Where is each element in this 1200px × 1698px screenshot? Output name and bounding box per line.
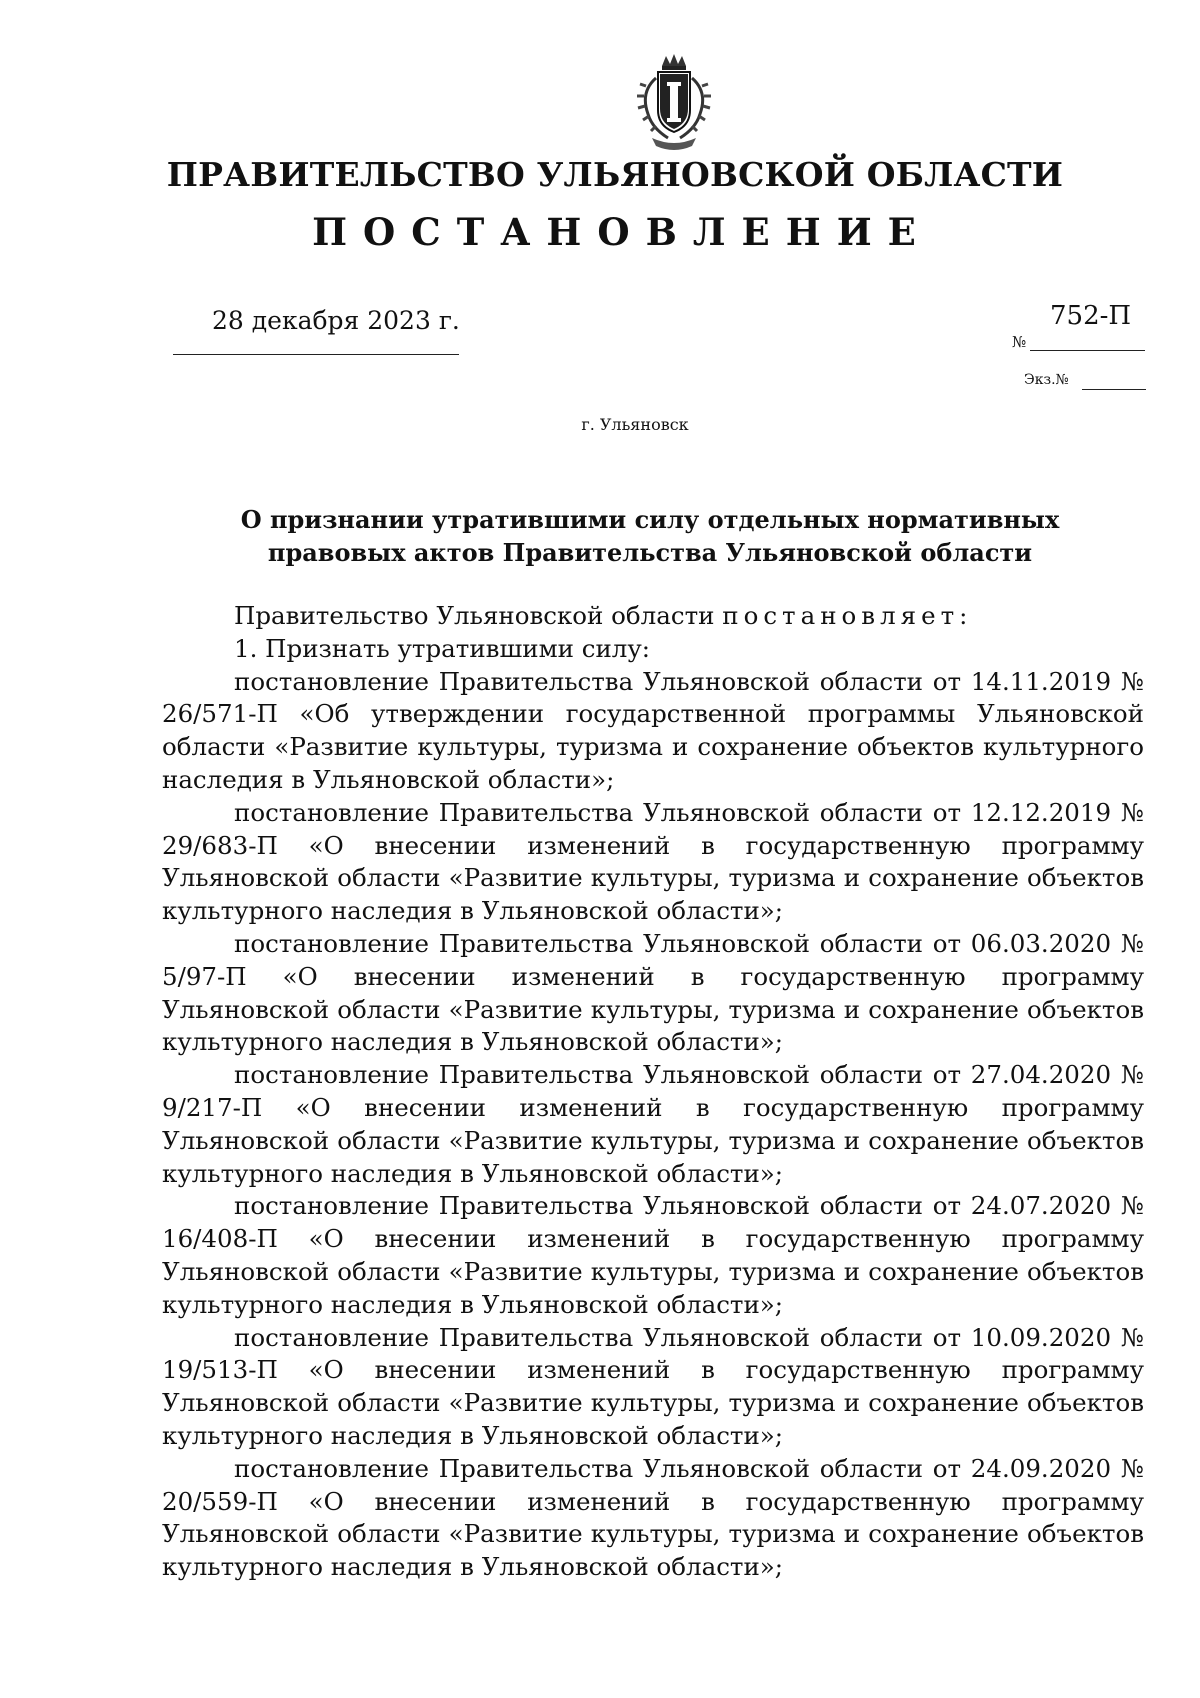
document-title xyxy=(230,503,1070,569)
intro-paragraph xyxy=(162,600,1144,633)
copy-number-underline xyxy=(1082,389,1146,390)
decree-paragraph: постановление Правительства Ульяновской области от 24.09.2020 № 20/559-П «О внесении изменений в государственную программу Ульяновской области «Развитие культуры, туризма и сохранение объектов культурного наследия в Ульяновской области»; xyxy=(162,1453,1144,1582)
decree-paragraph: постановление Правительства Ульяновской области от 06.03.2020 № 5/97-П «О внесении изменений в государственную программу Ульяновской области «Развитие культуры, туризма и сохранение объектов культурного наследия в Ульяновской области»; xyxy=(162,928,1144,1057)
title-line-2: правовых актов Правительства Ульяновской области xyxy=(267,538,1033,567)
decree-paragraph: постановление Правительства Ульяновской области от 24.07.2020 № 16/408-П «О внесении изменений в государственную программу Ульяновской области «Развитие культуры, туризма и сохранение объектов культурного наследия в Ульяновской области»; xyxy=(162,1191,1144,1319)
document-type: ПОСТАНОВЛЕНИЕ xyxy=(312,210,932,254)
decree-paragraph: постановление Правительства Ульяновской области от 12.12.2019 № 29/683-П «О внесении изменений в государственную программу Ульяновской области «Развитие культуры, туризма и сохранение объектов культурного наследия в Ульяновской области»; xyxy=(162,797,1144,926)
intro-prefix: Правительство Ульяновской области xyxy=(234,601,723,630)
title-line-1: О признании утратившими силу отдельных нормативных xyxy=(240,505,1060,534)
city: г. Ульяновск xyxy=(581,415,689,434)
intro-verb: постановляет xyxy=(722,601,960,630)
decree-paragraph: постановление Правительства Ульяновской области от 14.11.2019 № 26/571-П «Об утверждении государственной программы Ульяновской области «Развитие культуры, туризма и сохранение объектов культурного наследия в Ульяновской области»; xyxy=(162,666,1144,794)
coat-of-arms-icon xyxy=(622,52,726,156)
item-1: 1. Признать утратившими силу: xyxy=(234,633,651,663)
decree-paragraph: постановление Правительства Ульяновской области от 10.09.2020 № 19/513-П «О внесении изменений в государственную программу Ульяновской области «Развитие культуры, туризма и сохранение объектов культурного наследия в Ульяновской области»; xyxy=(162,1322,1144,1450)
document-number: 752-П xyxy=(1050,301,1132,331)
decree-paragraph: постановление Правительства Ульяновской области от 27.04.2020 № 9/217-П «О внесении изменений в государственную программу Ульяновской области «Развитие культуры, туризма и сохранение объектов культурного наследия в Ульяновской области»; xyxy=(162,1060,1144,1188)
number-prefix: № xyxy=(1012,333,1027,351)
document-body xyxy=(162,600,1144,1584)
number-underline xyxy=(1030,350,1145,351)
copy-number-label: Экз.№ xyxy=(1024,372,1069,388)
date-underline xyxy=(173,354,459,355)
document-date: 28 декабря 2023 г. xyxy=(212,306,460,335)
organization-title: ПРАВИТЕЛЬСТВО УЛЬЯНОВСКОЙ ОБЛАСТИ xyxy=(166,155,1064,194)
intro-suffix: : xyxy=(959,601,968,630)
